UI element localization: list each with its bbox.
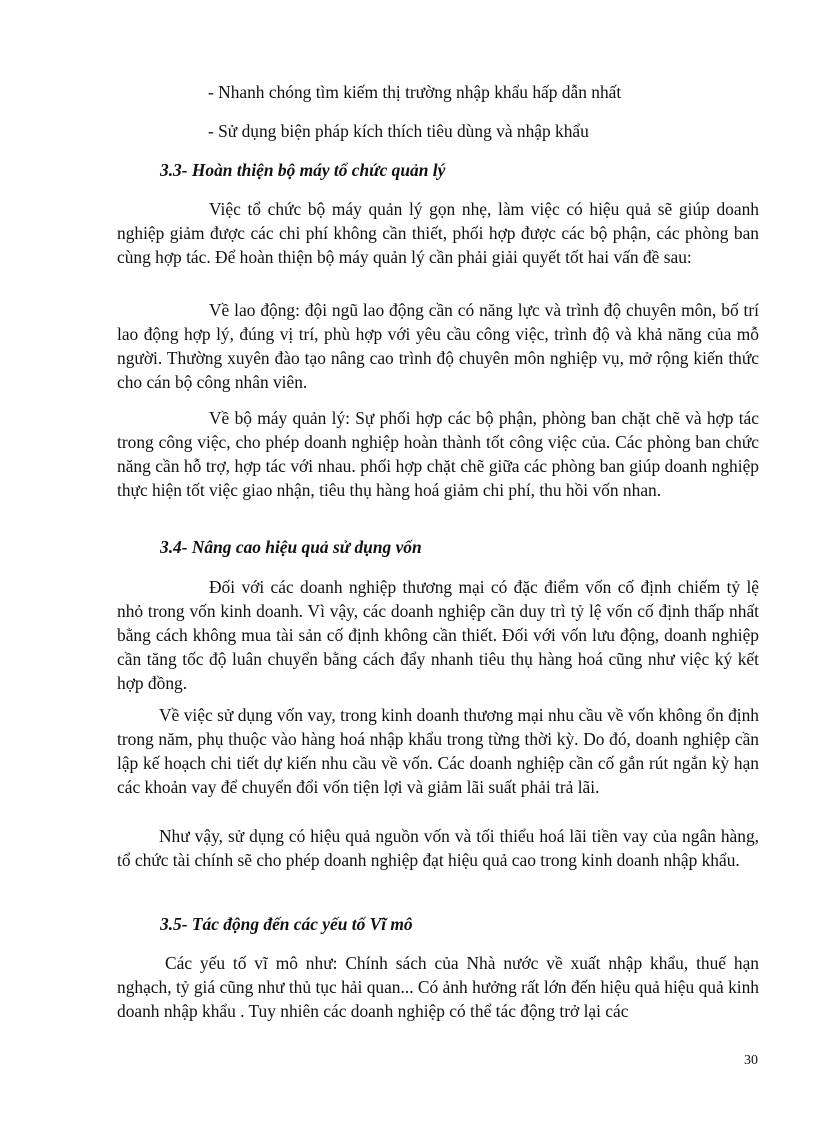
- paragraph: Về việc sử dụng vốn vay, trong kinh doanh thương mại nhu cầu về vốn không ổn định trong năm, phụ thuộc vào hàng hoá nhập khẩu trong từng thời kỳ. Do đó, doanh nghiệp cần lập kế hoạch chi tiết dự kiến nhu cầu về vốn. Các doanh nghiệp cần cố gắn rút ngắn kỳ hạn các khoản vay để chuyển đổi vốn tiện lợi và giảm lãi suất phải trả lãi.: [117, 705, 759, 797]
- paragraph: Về bộ máy quản lý: Sự phối hợp các bộ phận, phòng ban chặt chẽ và hợp tác trong công việc, cho phép doanh nghiệp hoàn thành tốt công việc của. Các phòng ban chức năng cần hỗ trợ, hợp tác với nhau. phối hợp chặt chẽ giữa các phòng ban giúp doanh nghiệp thực hiện tốt việc giao nhận, tiêu thụ hàng hoá giảm chi phí, thu hồi vốn nhan.: [117, 408, 759, 500]
- paragraph: Đối với các doanh nghiệp thương mại có đặc điểm vốn cố định chiếm tỷ lệ nhỏ trong vốn kinh doanh. Vì vậy, các doanh nghiệp cần duy trì tỷ lệ vốn cố định thấp nhất bằng cách không mua tài sản cố định không cần thiết. Đối với vốn lưu động, doanh nghiệp cần tăng tốc độ luân chuyển bằng cách đẩy nhanh tiêu thụ hàng hoá cũng như việc ký kết hợp đồng.: [117, 577, 759, 693]
- page-number: 30: [744, 1053, 758, 1068]
- paragraph: Các yếu tố vĩ mô như: Chính sách của Nhà nước về xuất nhập khẩu, thuế hạn nghạch, tỷ giá cũng như thủ tục hải quan... Có ảnh hưởng rất lớn đến hiệu quả hiệu quả kinh doanh nhập khẩu . Tuy nhiên các doanh nghiệp có thể tác động trở lại các: [117, 953, 759, 1021]
- section-heading: 3.4- Nâng cao hiệu quả sử dụng vốn: [160, 537, 422, 557]
- paragraph: Việc tổ chức bộ máy quản lý gọn nhẹ, làm việc có hiệu quả sẽ giúp doanh nghiệp giảm được các chi phí không cần thiết, phối hợp được các bộ phận, các phòng ban cùng hợp tác. Để hoàn thiện bộ máy quản lý cần phải giải quyết tốt hai vấn đề sau:: [117, 199, 759, 267]
- paragraph: Như vậy, sử dụng có hiệu quả nguồn vốn và tối thiểu hoá lãi tiền vay của ngân hàng, tổ chức tài chính sẽ cho phép doanh nghiệp đạt hiệu quả cao trong kinh doanh nhập khẩu.: [117, 826, 759, 870]
- paragraph: Về lao động: đội ngũ lao động cần có năng lực và trình độ chuyên môn, bố trí lao động hợp lý, đúng vị trí, phù hợp với yêu cầu công việc, trình độ và khả năng của mỗ người. Thường xuyên đào tạo nâng cao trình độ chuyên môn nghiệp vụ, mở rộng kiến thức cho cán bộ công nhân viên.: [117, 300, 759, 392]
- section-heading: 3.5- Tác động đến các yếu tố Vĩ mô: [160, 914, 413, 934]
- section-heading: 3.3- Hoàn thiện bộ máy tổ chức quản lý: [160, 160, 446, 180]
- bullet-item: - Nhanh chóng tìm kiếm thị trường nhập khẩu hấp dẫn nhất: [208, 82, 622, 102]
- bullet-item: - Sử dụng biện pháp kích thích tiêu dùng và nhập khẩu: [208, 121, 589, 141]
